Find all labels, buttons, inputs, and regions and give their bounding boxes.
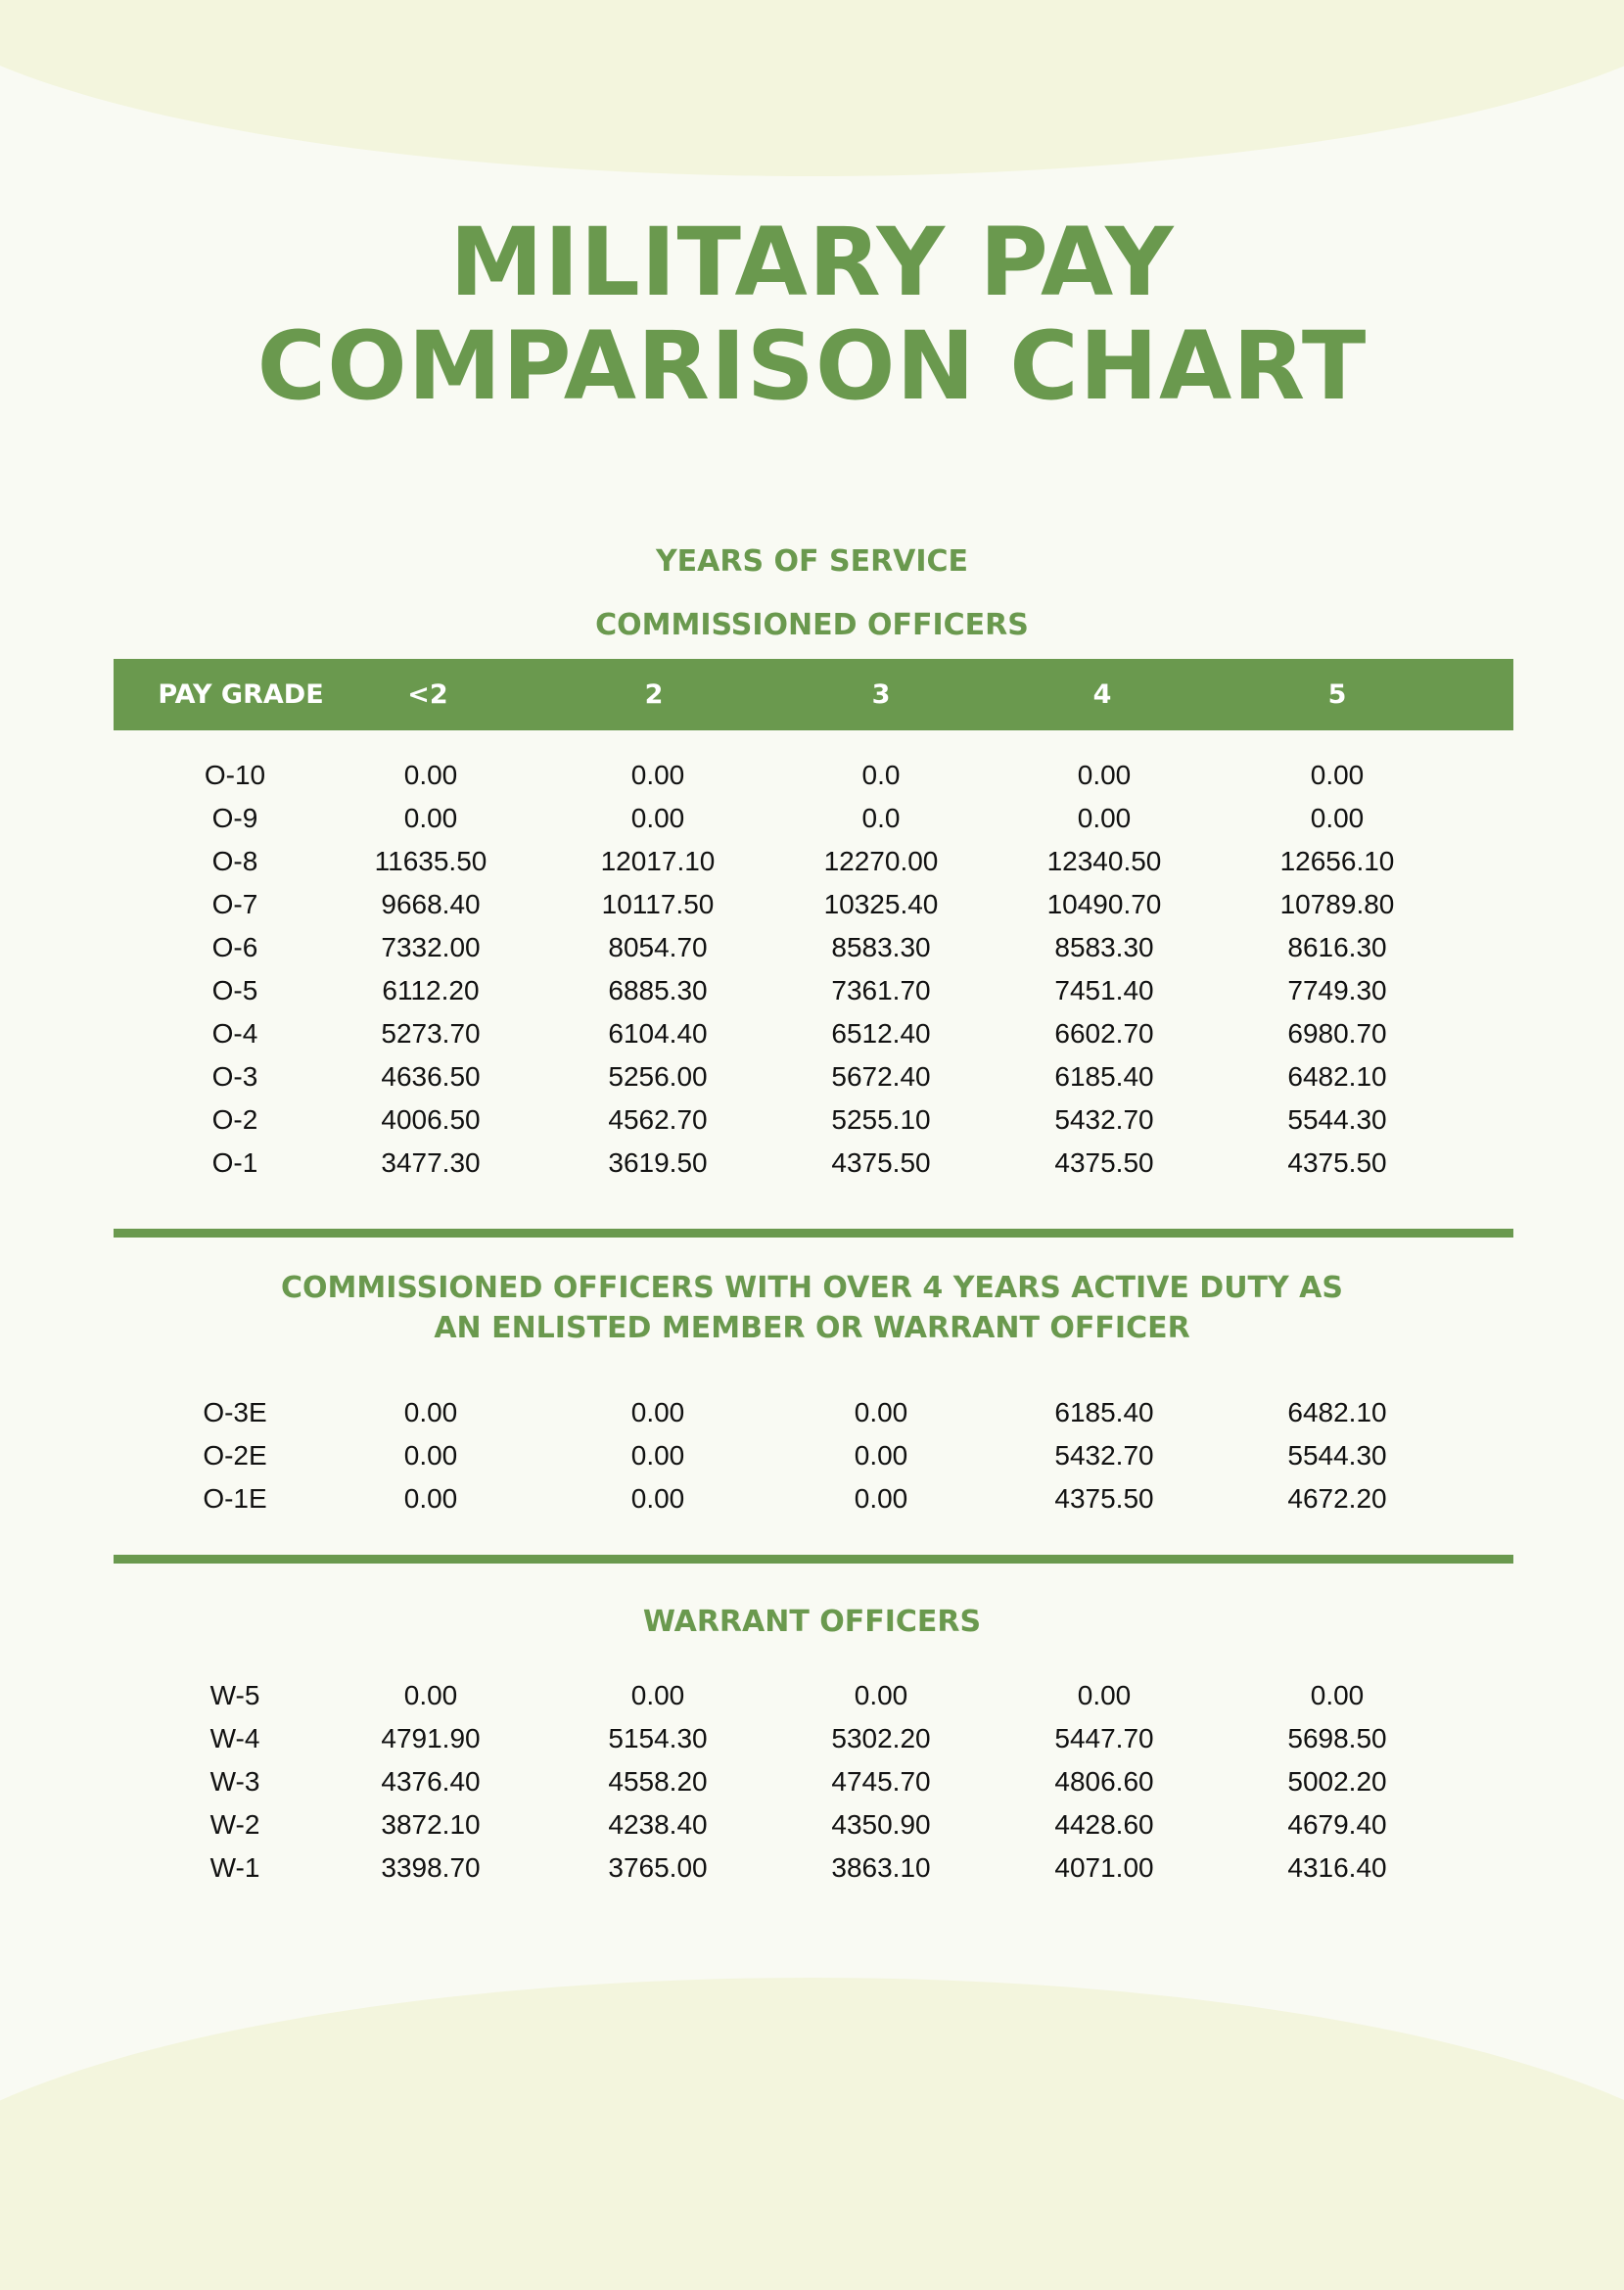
table-row — [0, 883, 1624, 926]
pay-value-cell: 8616.30 — [1287, 932, 1387, 962]
pay-grade-cell: O-3E — [203, 1397, 267, 1427]
pay-value-cell: 0.00 — [1077, 1680, 1132, 1710]
pay-value-cell: 9668.40 — [381, 889, 481, 919]
table-row — [0, 1098, 1624, 1142]
pay-value-cell: 0.00 — [403, 803, 458, 833]
pay-grade-cell: W-2 — [209, 1809, 260, 1840]
pay-value-cell: 4071.00 — [1054, 1852, 1154, 1883]
page-title — [0, 208, 1624, 421]
pay-value-cell: 3398.70 — [381, 1852, 481, 1883]
section-divider-1 — [114, 1229, 1513, 1238]
pay-value-cell: 5154.30 — [608, 1723, 708, 1753]
pay-value-cell: 4376.40 — [381, 1766, 481, 1797]
pay-value-cell: 4562.70 — [608, 1104, 708, 1135]
years-of-service-label: YEARS OF SERVICE — [655, 544, 969, 579]
pay-grade-cell: W-4 — [209, 1723, 260, 1753]
pay-value-cell: 5698.50 — [1287, 1723, 1387, 1753]
pay-value-cell: 0.00 — [1077, 803, 1132, 833]
table-row — [0, 1055, 1624, 1098]
pay-value-cell: 7749.30 — [1287, 975, 1387, 1005]
pay-grade-cell: O-2E — [203, 1440, 267, 1471]
pay-grade-cell: O-1E — [203, 1483, 267, 1514]
table-row — [0, 1434, 1624, 1477]
pay-value-cell: 5273.70 — [381, 1018, 481, 1049]
header-years-3: 3 — [871, 679, 891, 710]
pay-value-cell: 6885.30 — [608, 975, 708, 1005]
pay-value-cell: 5544.30 — [1287, 1104, 1387, 1135]
pay-value-cell: 0.00 — [630, 1397, 685, 1427]
pay-value-cell: 4238.40 — [608, 1809, 708, 1840]
pay-value-cell: 0.00 — [1310, 1680, 1365, 1710]
header-years-4: 4 — [1092, 679, 1112, 710]
pay-value-cell: 0.00 — [1310, 760, 1365, 790]
pay-value-cell: 10325.40 — [823, 889, 939, 919]
pay-value-cell: 12656.10 — [1279, 846, 1395, 876]
header-years-5: 5 — [1327, 679, 1347, 710]
pay-value-cell: 3872.10 — [381, 1809, 481, 1840]
pay-grade-cell: O-1 — [211, 1147, 258, 1178]
pay-value-cell: 5256.00 — [608, 1061, 708, 1092]
decorative-top-shape — [0, 0, 1624, 176]
pay-value-cell: 4375.50 — [1054, 1147, 1154, 1178]
pay-value-cell: 0.00 — [1077, 760, 1132, 790]
section-divider-2 — [114, 1555, 1513, 1564]
pay-value-cell: 0.00 — [630, 1680, 685, 1710]
pay-value-cell: 4672.20 — [1287, 1483, 1387, 1514]
pay-value-cell: 5432.70 — [1054, 1440, 1154, 1471]
pay-value-cell: 8583.30 — [831, 932, 931, 962]
pay-value-cell: 6185.40 — [1054, 1397, 1154, 1427]
pay-value-cell: 3765.00 — [608, 1852, 708, 1883]
pay-value-cell: 6185.40 — [1054, 1061, 1154, 1092]
pay-value-cell: 0.00 — [403, 1397, 458, 1427]
warrant-officers-rows — [0, 1674, 1624, 1890]
table-row — [0, 1012, 1624, 1055]
pay-value-cell: 0.00 — [854, 1440, 908, 1471]
table-row — [0, 1477, 1624, 1520]
pay-value-cell: 12017.10 — [600, 846, 716, 876]
header-years-2: 2 — [644, 679, 664, 710]
pay-value-cell: 8583.30 — [1054, 932, 1154, 962]
header-years-lt2: <2 — [407, 679, 448, 710]
table-row — [0, 1674, 1624, 1717]
pay-grade-cell: O-3 — [211, 1061, 258, 1092]
pay-value-cell: 5002.20 — [1287, 1766, 1387, 1797]
pay-grade-cell: O-4 — [211, 1018, 258, 1049]
pay-value-cell: 4375.50 — [831, 1147, 931, 1178]
pay-value-cell: 0.00 — [403, 1483, 458, 1514]
pay-value-cell: 5544.30 — [1287, 1440, 1387, 1471]
table-row — [0, 1391, 1624, 1434]
pay-value-cell: 0.00 — [854, 1483, 908, 1514]
pay-value-cell: 0.00 — [1310, 803, 1365, 833]
pay-grade-cell: W-1 — [209, 1852, 260, 1883]
prior-enlisted-heading-line-2: AN ENLISTED MEMBER OR WARRANT OFFICER — [434, 1311, 1190, 1345]
pay-value-cell: 7332.00 — [381, 932, 481, 962]
warrant-officers-heading: WARRANT OFFICERS — [642, 1605, 982, 1639]
table-row — [0, 926, 1624, 969]
pay-value-cell: 6512.40 — [831, 1018, 931, 1049]
table-header-bar — [114, 659, 1513, 730]
pay-value-cell: 4375.50 — [1054, 1483, 1154, 1514]
pay-value-cell: 0.00 — [630, 803, 685, 833]
pay-value-cell: 11635.50 — [374, 846, 487, 876]
pay-value-cell: 6602.70 — [1054, 1018, 1154, 1049]
pay-grade-cell: O-7 — [211, 889, 258, 919]
pay-value-cell: 5432.70 — [1054, 1104, 1154, 1135]
table-row — [0, 1803, 1624, 1846]
table-row — [0, 840, 1624, 883]
pay-value-cell: 0.0 — [861, 803, 901, 833]
pay-value-cell: 6482.10 — [1287, 1397, 1387, 1427]
pay-value-cell: 4791.90 — [381, 1723, 481, 1753]
pay-value-cell: 4350.90 — [831, 1809, 931, 1840]
pay-grade-cell: O-6 — [211, 932, 258, 962]
pay-value-cell: 5255.10 — [831, 1104, 931, 1135]
pay-value-cell: 6112.20 — [382, 975, 480, 1005]
pay-value-cell: 0.00 — [630, 760, 685, 790]
pay-value-cell: 5302.20 — [831, 1723, 931, 1753]
pay-value-cell: 12270.00 — [823, 846, 939, 876]
commissioned-officers-rows — [0, 754, 1624, 1185]
pay-value-cell: 4316.40 — [1287, 1852, 1387, 1883]
header-pay-grade: PAY GRADE — [158, 679, 324, 710]
pay-grade-cell: W-3 — [209, 1766, 260, 1797]
table-row — [0, 754, 1624, 797]
pay-value-cell: 3619.50 — [608, 1147, 708, 1178]
pay-value-cell: 4428.60 — [1054, 1809, 1154, 1840]
pay-value-cell: 0.00 — [403, 1680, 458, 1710]
pay-value-cell: 0.00 — [854, 1680, 908, 1710]
pay-value-cell: 10490.70 — [1046, 889, 1162, 919]
pay-grade-cell: O-2 — [211, 1104, 258, 1135]
pay-grade-cell: W-5 — [209, 1680, 260, 1710]
pay-grade-cell: O-10 — [204, 760, 266, 790]
table-row — [0, 969, 1624, 1012]
pay-grade-cell: O-5 — [211, 975, 258, 1005]
pay-value-cell: 12340.50 — [1046, 846, 1162, 876]
pay-value-cell: 10117.50 — [601, 889, 715, 919]
pay-value-cell: 0.00 — [403, 760, 458, 790]
pay-grade-cell: O-8 — [211, 846, 258, 876]
pay-value-cell: 4558.20 — [608, 1766, 708, 1797]
table-row — [0, 1760, 1624, 1803]
prior-enlisted-heading-line-1: COMMISSIONED OFFICERS WITH OVER 4 YEARS ACTIVE DUTY AS — [280, 1271, 1344, 1305]
pay-value-cell: 0.00 — [403, 1440, 458, 1471]
pay-value-cell: 0.00 — [630, 1440, 685, 1471]
pay-value-cell: 4375.50 — [1287, 1147, 1387, 1178]
pay-value-cell: 4806.60 — [1054, 1766, 1154, 1797]
pay-value-cell: 10789.80 — [1279, 889, 1395, 919]
pay-value-cell: 4636.50 — [381, 1061, 481, 1092]
pay-value-cell: 0.00 — [630, 1483, 685, 1514]
pay-value-cell: 0.00 — [854, 1397, 908, 1427]
pay-value-cell: 8054.70 — [608, 932, 708, 962]
table-row — [0, 1142, 1624, 1185]
table-row — [0, 1717, 1624, 1760]
pay-value-cell: 4745.70 — [831, 1766, 931, 1797]
title-line-1: MILITARY PAY — [449, 208, 1175, 317]
prior-enlisted-rows — [0, 1391, 1624, 1520]
pay-value-cell: 6980.70 — [1287, 1018, 1387, 1049]
title-line-2: COMPARISON CHART — [256, 311, 1368, 421]
pay-value-cell: 7451.40 — [1054, 975, 1154, 1005]
pay-value-cell: 7361.70 — [831, 975, 931, 1005]
pay-value-cell: 4006.50 — [381, 1104, 481, 1135]
commissioned-officers-heading: COMMISSIONED OFFICERS — [595, 608, 1029, 642]
pay-value-cell: 3863.10 — [831, 1852, 931, 1883]
pay-grade-cell: O-9 — [211, 803, 258, 833]
pay-value-cell: 5672.40 — [831, 1061, 931, 1092]
table-row — [0, 1846, 1624, 1890]
decorative-bottom-shape — [0, 1978, 1624, 2290]
pay-value-cell: 0.0 — [861, 760, 901, 790]
pay-value-cell: 6482.10 — [1287, 1061, 1387, 1092]
pay-value-cell: 5447.70 — [1054, 1723, 1154, 1753]
pay-value-cell: 4679.40 — [1287, 1809, 1387, 1840]
pay-value-cell: 6104.40 — [608, 1018, 708, 1049]
pay-value-cell: 3477.30 — [381, 1147, 481, 1178]
table-row — [0, 797, 1624, 840]
